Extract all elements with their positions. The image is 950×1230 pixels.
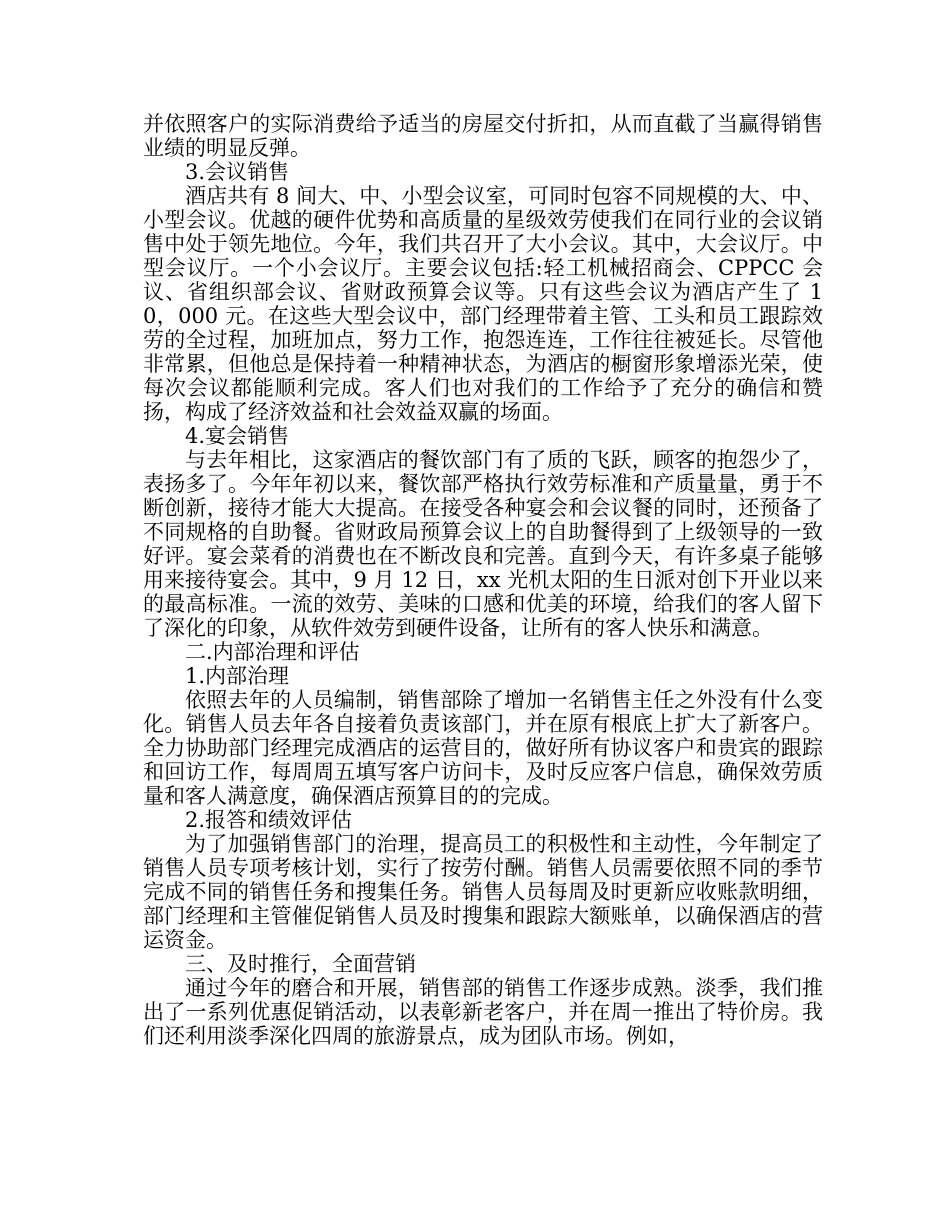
paragraph-internal-management: 依照去年的人员编制，销售部除了增加一名销售主任之外没有什么变化。销售人员去年各自接着负责该部门，并在原有根底上扩大了新客户。全力协助部门经理完成酒店的运营目的，做好所有协议客户和贵宾的跟踪和回访工作，每周周五填写客户访问卡，及时反应客户信息，确保效劳质量和客人满意度，确保酒店预算目的的完成。	[143, 688, 823, 808]
paragraph-continuation: 并依照客户的实际消费给予适当的房屋交付折扣，从而直截了当赢得销售业绩的明显反弹。	[143, 112, 823, 160]
section-heading-marketing: 三、及时推行，全面营销	[185, 952, 416, 976]
section-heading-banquet-sales: 4.宴会销售	[185, 424, 290, 448]
section-heading-internal-management: 1.内部治理	[185, 664, 290, 688]
paragraph-meeting-sales: 酒店共有 8 间大、中、小型会议室，可同时包容不同规模的大、中、小型会议。优越的硬件优势和高质量的星级效劳使我们在同行业的会议销售中处于领先地位。今年，我们共召开了大小会议。其中，大会议厅。中型会议厅。一个小会议厅。主要会议包括:轻工机械招商会、CPPCC 会议、省组织部会议、省财政预算会议等。只有这些会议为酒店产生了 10，000 元。在这些大型会议中，部门经理带着主管、工头和员工跟踪效劳的全过程，加班加点，努力工作，抱怨连连，工作往往被延长。尽管他非常累，但他总是保持着一种精神状态，为酒店的橱窗形象增添光荣，使每次会议都能顺利完成。客人们也对我们的工作给予了充分的确信和赞扬，构成了经济效益和社会效益双赢的场面。	[143, 184, 823, 424]
section-heading-rewards-performance: 2.报答和绩效评估	[185, 808, 353, 832]
document-page	[143, 112, 823, 1048]
section-heading-meeting-sales: 3.会议销售	[185, 160, 290, 184]
paragraph-banquet-sales: 与去年相比，这家酒店的餐饮部门有了质的飞跃，顾客的抱怨少了，表扬多了。今年年初以来，餐饮部严格执行效劳标准和产质量量，勇于不断创新，接待才能大大提高。在接受各种宴会和会议餐的同时，还预备了不同规格的自助餐。省财政局预算会议上的自助餐得到了上级领导的一致好评。宴会菜肴的消费也在不断改良和完善。直到今天，有许多桌子能够用来接待宴会。其中，9 月 12 日，xx 光机太阳的生日派对创下开业以来的最高标准。一流的效劳、美味的口感和优美的环境，给我们的客人留下了深化的印象，从软件效劳到硬件设备，让所有的客人快乐和满意。	[143, 448, 823, 640]
paragraph-rewards-performance: 为了加强销售部门的治理，提高员工的积极性和主动性，今年制定了销售人员专项考核计划，实行了按劳付酬。销售人员需要依照不同的季节完成不同的销售任务和搜集任务。销售人员每周及时更新应收账款明细，部门经理和主管催促销售人员及时搜集和跟踪大额账单，以确保酒店的营运资金。	[143, 832, 823, 952]
section-heading-internal-management-evaluation: 二.内部治理和评估	[185, 640, 360, 664]
paragraph-marketing: 通过今年的磨合和开展，销售部的销售工作逐步成熟。淡季，我们推出了一系列优惠促销活动，以表彰新老客户，并在周一推出了特价房。我们还利用淡季深化四周的旅游景点，成为团队市场。例如，	[143, 976, 823, 1048]
